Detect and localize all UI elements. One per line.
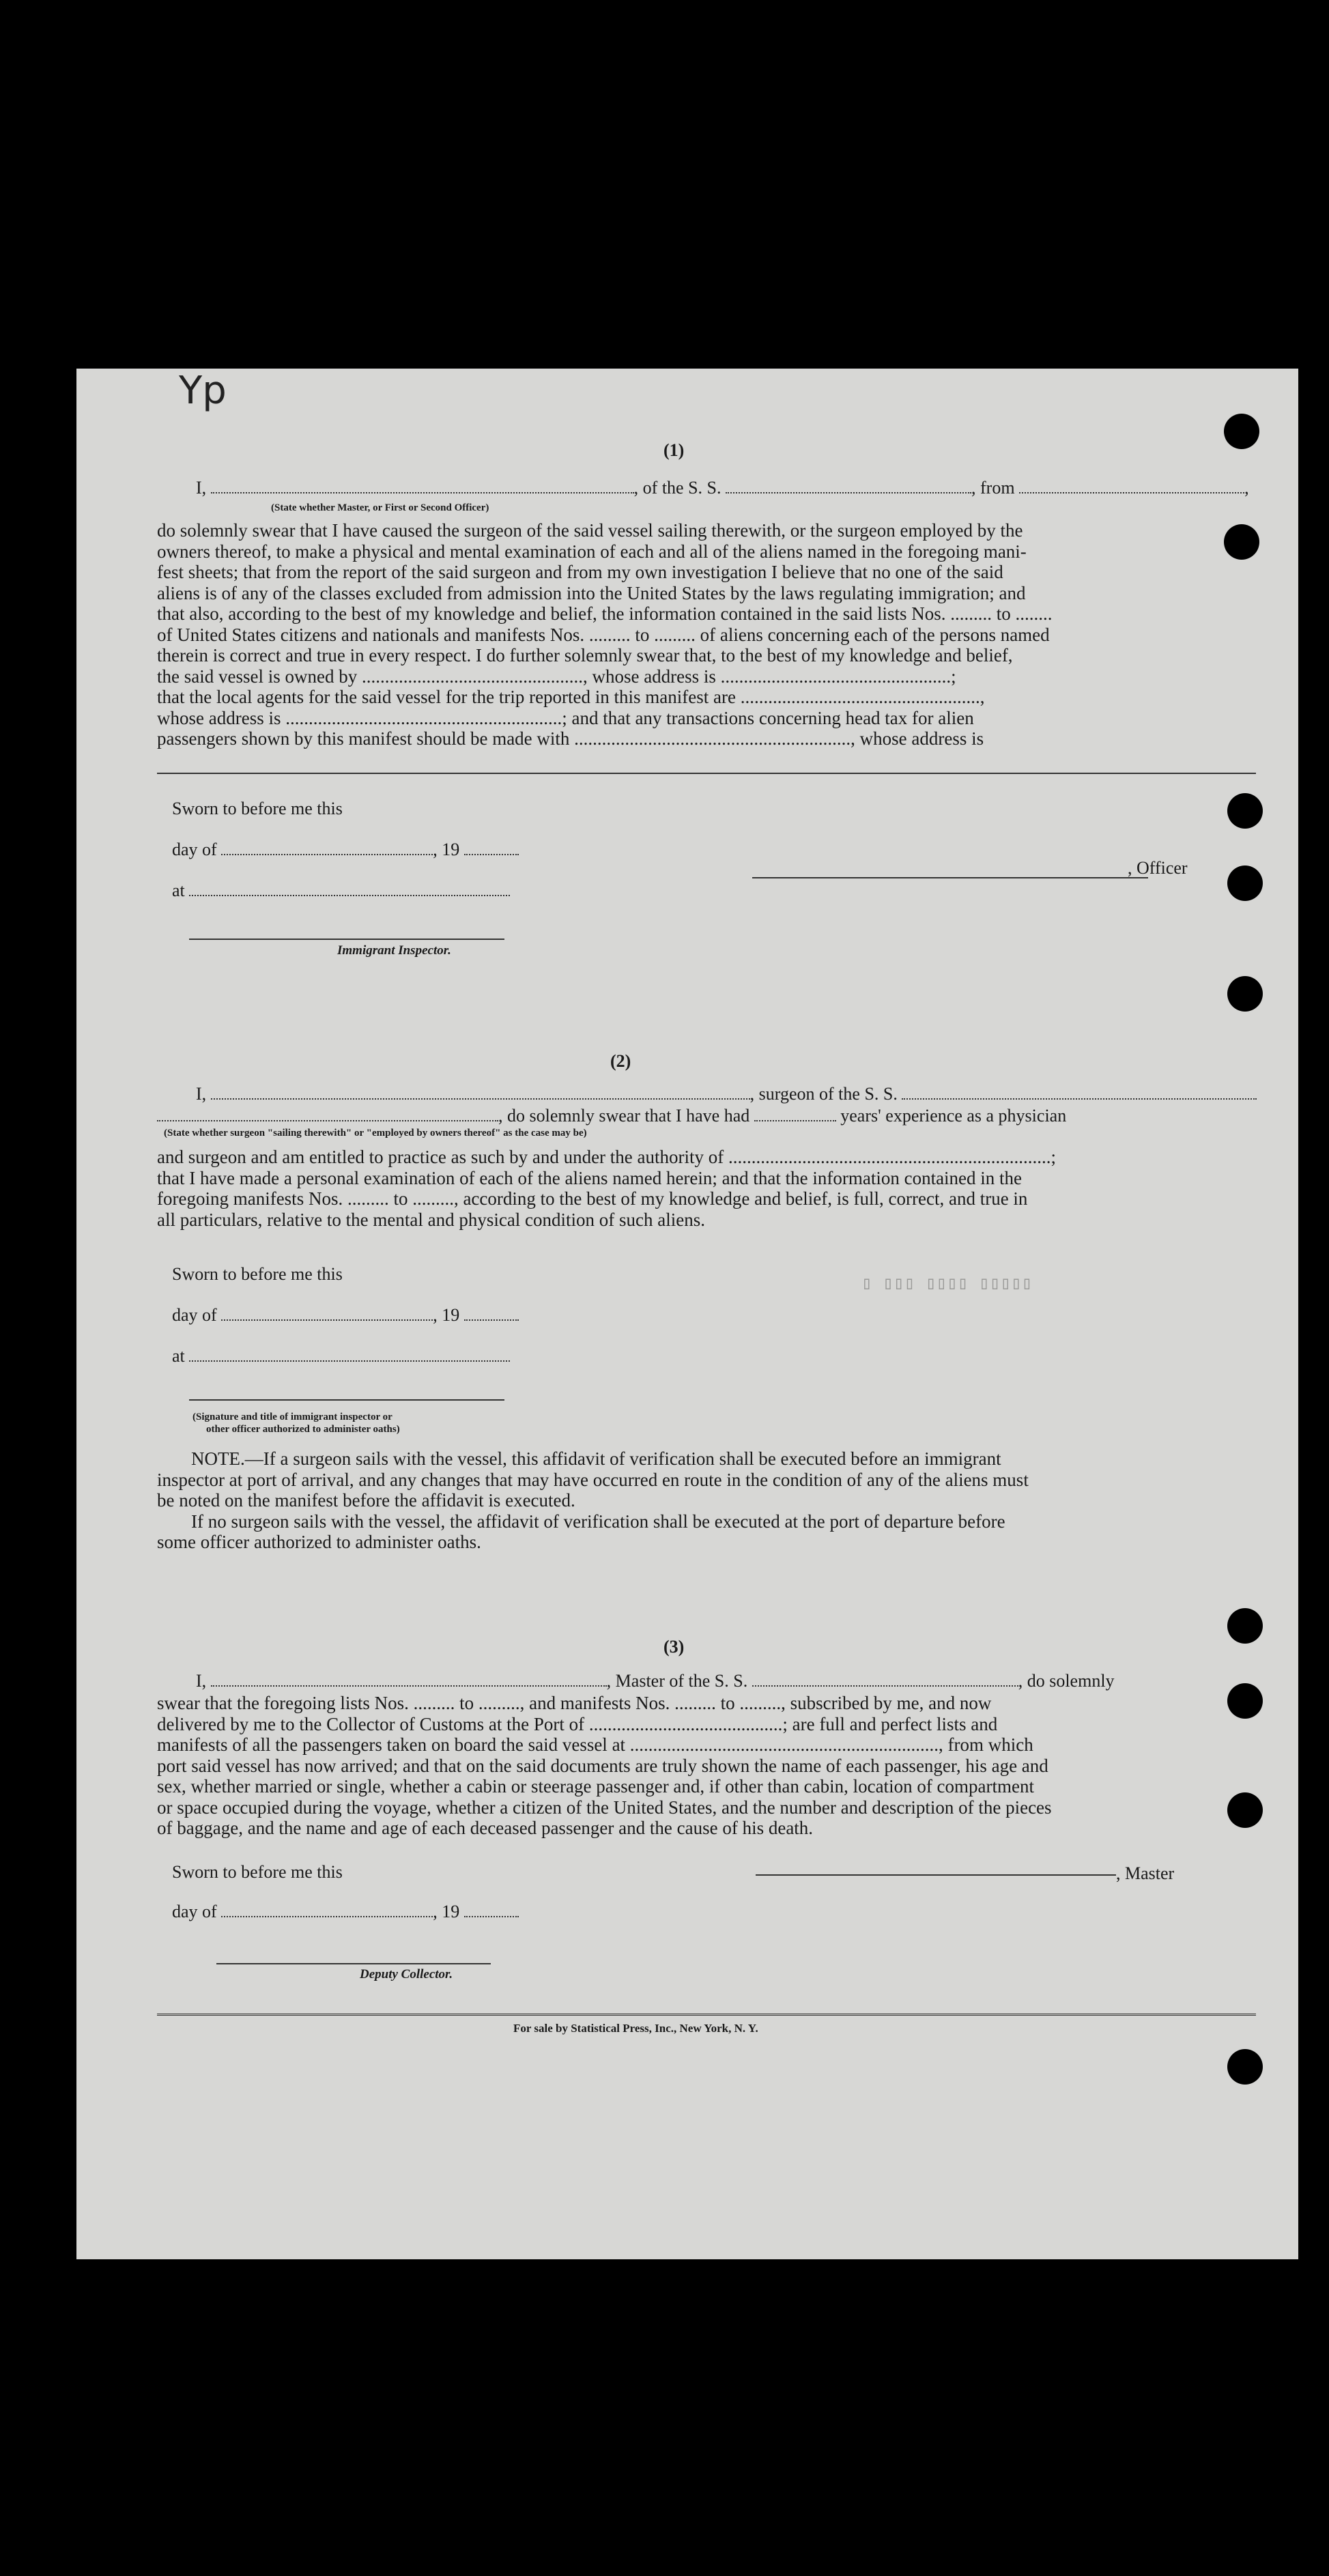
s3-master-label: , Master — [1116, 1863, 1175, 1883]
s1-sworn: Sworn to before me this — [172, 799, 343, 818]
s1-caption: (State whether Master, or First or Second Officer) — [271, 502, 489, 513]
s1-day: day of , 19 — [172, 840, 519, 860]
s1-i: I, — [196, 478, 207, 498]
s2-day: day of , 19 — [172, 1305, 519, 1326]
s1-line1: I, , of the S. S. , from , — [196, 478, 1249, 498]
s2-line1b: , do solemnly swear that I have had years' experience as a physician — [157, 1106, 1256, 1126]
s2-note: NOTE.—If a surgeon sails with the vessel, this affidavit of verification shall be executed before an immigrant inspector at port of arrival, and any changes that may have occurred en route in the condition of any of the aliens must be noted on the manifest before the affidavit is executed. If no surgeon sails with the vessel, the affidavit of verification shall be executed at the port of departure before some officer authorized to administer oaths. — [157, 1448, 1029, 1552]
section-2-number: (2) — [610, 1051, 631, 1071]
punch-hole — [1227, 1683, 1263, 1719]
s2-sig-caption-2: other officer authorized to administer oaths) — [206, 1424, 400, 1435]
s2-line1: I, , surgeon of the S. S. — [196, 1084, 1257, 1104]
punch-hole — [1227, 1792, 1263, 1828]
handwritten-mark: Yp — [179, 369, 227, 413]
s3-body: swear that the foregoing lists Nos. ......... to ........., and manifests Nos. ......... to ........., subscribed by me, and now delivered by me to the Collector of Customs at the Port of ..........................................; are full and perfect lists and manifests of all the passengers taken on board the said vessel at ..................................................................., from which port said vessel has now arrived; and that on the said documents are truly shown the name of each passenger, his age and sex, whether married or single, whether a cabin or steerage passenger and, if other than cabin, location of compartment or space occupied during the voyage, whether a citizen of the United States, and the number and description of the pieces of baggage, and the name and age of each deceased passenger and the cause of his death. — [157, 1693, 1052, 1838]
s3-master-rule — [756, 1874, 1116, 1876]
punch-hole — [1227, 976, 1263, 1012]
section-3-number: (3) — [663, 1637, 685, 1657]
s2-caption: (State whether surgeon "sailing therewith" or "employed by owners thereof" as the case may be) — [164, 1128, 587, 1139]
s1-from: , from — [971, 478, 1015, 498]
s2-sworn: Sworn to before me this — [172, 1264, 343, 1284]
punch-hole — [1224, 524, 1259, 560]
punch-hole — [1227, 2049, 1263, 2085]
section-1-number: (1) — [663, 440, 685, 460]
s2-at: at — [172, 1346, 510, 1366]
document-page — [76, 369, 1298, 2259]
bleed-through: ▯ ▯▯▯ ▯▯▯▯ ▯▯▯▯▯ — [861, 1274, 1033, 1294]
punch-hole — [1224, 414, 1259, 449]
punch-hole — [1227, 1608, 1263, 1644]
s1-top-rule — [157, 773, 1256, 774]
punch-hole — [1227, 865, 1263, 901]
s3-line1: I, , Master of the S. S. , do solemnly — [196, 1671, 1115, 1691]
s3-collector-rule — [216, 1963, 491, 1964]
s3-day: day of , 19 — [172, 1902, 519, 1922]
s2-sig-caption-1: (Signature and title of immigrant inspector or — [192, 1412, 392, 1422]
s1-inspector-label: Immigrant Inspector. — [337, 943, 451, 958]
s3-sworn: Sworn to before me this — [172, 1862, 343, 1882]
s1-at: at — [172, 881, 510, 901]
s1-inspector-rule — [189, 939, 504, 940]
s1-of-ss: , of the S. S. — [633, 478, 721, 498]
s1-officer-label: , Officer — [1128, 858, 1188, 878]
s2-body: and surgeon and am entitled to practice as such by and under the authority of ......................................................................; that I have made a personal examination of each of the aliens named herein; and that the information contained in the foregoing manifests Nos. ......... to ........., according to the best of my knowledge and belief, is full, correct, and true in all particulars, relative to the mental and physical condition of such aliens. — [157, 1147, 1057, 1230]
punch-hole — [1227, 793, 1263, 829]
s2-sig-rule — [189, 1399, 504, 1401]
footer-rule — [157, 2014, 1256, 2016]
s1-officer-rule — [752, 877, 1148, 878]
s1-body: do solemnly swear that I have caused the surgeon of the said vessel sailing therewith, or the surgeon employed by the owners thereof, to make a physical and mental examination of each and all of the aliens named in the foregoing mani- fest sheets; that from the report of the said surgeon and from my own investigation I believe that no one of the said aliens is of any of the classes excluded from admission into the United States by the laws regulating immigration; and that also, according to the best of my knowledge and belief, the information contained in the said lists Nos. ......... to ........ of United States citizens and nationals and manifests Nos. ......... to ......... of aliens concerning each of the persons named therein is correct and true in every respect. I do further solemnly swear that, to the best of my knowledge and belief, the said vessel is owned by ................................................, whose address is ..................................................; that the local agents for the said vessel for the trip reported in this manifest are ...................................................., whose address is ............................................................; and that any transactions concerning head tax for alien passengers shown by this manifest should be made with ............................................................, whose address is — [157, 520, 1053, 749]
s3-collector-label: Deputy Collector. — [360, 1967, 453, 1981]
footer-imprint: For sale by Statistical Press, Inc., New York, N. Y. — [513, 2022, 758, 2035]
